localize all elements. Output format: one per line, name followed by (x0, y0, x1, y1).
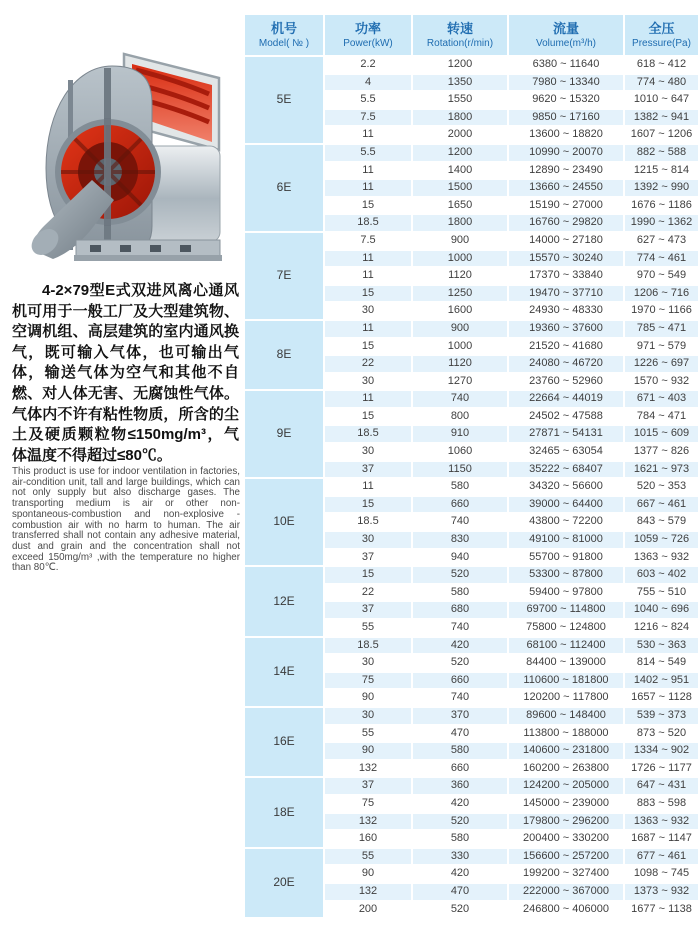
pressure-cell: 618 ~ 412 (625, 57, 698, 73)
rotation-cell: 420 (413, 796, 507, 812)
model-cell: 9E (245, 391, 323, 477)
centrifugal-fan-illustration (26, 50, 226, 265)
rotation-cell: 740 (413, 620, 507, 636)
model-cell: 10E (245, 479, 323, 565)
table-row (245, 391, 698, 407)
pressure-cell: 1215 ~ 814 (625, 163, 698, 179)
pressure-cell: 1570 ~ 932 (625, 374, 698, 390)
volume-cell: 199200 ~ 327400 (509, 866, 623, 882)
header-cell-model (245, 15, 323, 55)
volume-cell: 15190 ~ 27000 (509, 198, 623, 214)
header-pressure-cn: 全压 (648, 21, 675, 36)
power-cell: 55 (325, 620, 411, 636)
volume-cell: 13660 ~ 24550 (509, 180, 623, 196)
pressure-cell: 1621 ~ 973 (625, 462, 698, 478)
rotation-cell: 1600 (413, 303, 507, 319)
pressure-cell: 677 ~ 461 (625, 849, 698, 865)
volume-cell: 110600 ~ 181800 (509, 673, 623, 689)
table-row (245, 708, 698, 724)
table-header-row (245, 15, 698, 55)
power-cell: 7.5 (325, 233, 411, 249)
volume-cell: 160200 ~ 263800 (509, 761, 623, 777)
rotation-cell: 1250 (413, 286, 507, 302)
pressure-cell: 1677 ~ 1138 (625, 902, 698, 918)
volume-cell: 84400 ~ 139000 (509, 655, 623, 671)
volume-cell: 7980 ~ 13340 (509, 75, 623, 91)
pressure-cell: 755 ~ 510 (625, 585, 698, 601)
pressure-cell: 1363 ~ 932 (625, 550, 698, 566)
pressure-cell: 882 ~ 588 (625, 145, 698, 161)
table-row (245, 849, 698, 865)
pressure-cell: 530 ~ 363 (625, 638, 698, 654)
pressure-cell: 1363 ~ 932 (625, 814, 698, 830)
volume-cell: 53300 ~ 87800 (509, 567, 623, 583)
description-chinese: 4-2×79型E式双进风离心通风机可用于一般工厂及大型建筑物、空调机组、高层建筑的室内通风换气，既可输入气体，也可输出气体，输送气体为空气和其他不自燃、对人体无害、无腐蚀性气体。气体内不许有粘性物质，所含的尘土及硬质颗粒物≤150mg/m³，气体温度不得超过≤80℃。 (12, 282, 239, 464)
rotation-cell: 420 (413, 638, 507, 654)
rotation-cell: 1060 (413, 444, 507, 460)
power-cell: 132 (325, 761, 411, 777)
volume-cell: 34320 ~ 56600 (509, 479, 623, 495)
rotation-cell: 910 (413, 426, 507, 442)
power-cell: 37 (325, 778, 411, 794)
rotation-cell: 740 (413, 514, 507, 530)
pressure-cell: 1607 ~ 1206 (625, 127, 698, 143)
model-cell: 5E (245, 57, 323, 143)
power-cell: 11 (325, 163, 411, 179)
table-row (245, 321, 698, 337)
model-cell: 8E (245, 321, 323, 389)
rotation-cell: 520 (413, 814, 507, 830)
power-cell: 15 (325, 567, 411, 583)
power-cell: 11 (325, 127, 411, 143)
pressure-cell: 1382 ~ 941 (625, 110, 698, 126)
pressure-cell: 774 ~ 461 (625, 251, 698, 267)
volume-cell: 21520 ~ 41680 (509, 339, 623, 355)
pressure-cell: 784 ~ 471 (625, 409, 698, 425)
header-model-en: Model( № ) (258, 38, 310, 49)
power-cell: 18.5 (325, 514, 411, 530)
rotation-cell: 520 (413, 567, 507, 583)
volume-cell: 24930 ~ 48330 (509, 303, 623, 319)
power-cell: 11 (325, 391, 411, 407)
rotation-cell: 830 (413, 532, 507, 548)
volume-cell: 55700 ~ 91800 (509, 550, 623, 566)
pressure-cell: 1216 ~ 824 (625, 620, 698, 636)
power-cell: 11 (325, 479, 411, 495)
pressure-cell: 1373 ~ 932 (625, 884, 698, 900)
power-cell: 90 (325, 690, 411, 706)
pressure-cell: 774 ~ 480 (625, 75, 698, 91)
table-row (245, 479, 698, 495)
pressure-cell: 970 ~ 549 (625, 268, 698, 284)
volume-cell: 140600 ~ 231800 (509, 743, 623, 759)
rotation-cell: 520 (413, 902, 507, 918)
pressure-cell: 1990 ~ 1362 (625, 215, 698, 231)
rotation-cell: 470 (413, 884, 507, 900)
power-cell: 30 (325, 532, 411, 548)
rotation-cell: 1800 (413, 110, 507, 126)
volume-cell: 200400 ~ 330200 (509, 831, 623, 847)
power-cell: 22 (325, 585, 411, 601)
spec-table (243, 13, 700, 919)
volume-cell: 17370 ~ 33840 (509, 268, 623, 284)
pressure-cell: 1676 ~ 1186 (625, 198, 698, 214)
volume-cell: 145000 ~ 239000 (509, 796, 623, 812)
rotation-cell: 1200 (413, 57, 507, 73)
model-cell: 7E (245, 233, 323, 319)
rotation-cell: 1000 (413, 339, 507, 355)
rotation-cell: 1270 (413, 374, 507, 390)
power-cell: 132 (325, 884, 411, 900)
pressure-cell: 1334 ~ 902 (625, 743, 698, 759)
power-cell: 18.5 (325, 638, 411, 654)
pressure-cell: 1059 ~ 726 (625, 532, 698, 548)
power-cell: 30 (325, 655, 411, 671)
rotation-cell: 660 (413, 673, 507, 689)
table-row (245, 57, 698, 73)
volume-cell: 89600 ~ 148400 (509, 708, 623, 724)
pressure-cell: 1687 ~ 1147 (625, 831, 698, 847)
rotation-cell: 680 (413, 602, 507, 618)
power-cell: 11 (325, 268, 411, 284)
rotation-cell: 580 (413, 743, 507, 759)
power-cell: 15 (325, 339, 411, 355)
power-cell: 37 (325, 462, 411, 478)
rotation-cell: 580 (413, 585, 507, 601)
power-cell: 200 (325, 902, 411, 918)
pressure-cell: 603 ~ 402 (625, 567, 698, 583)
description-english: This product is use for indoor ventilation in factories, air-condition unit, tall and large buildings, which can not only supply but also discharge gases. The transporting medium is air or other non-spontaneous-combustion and non-explosive - combustion air with no harm to human. The air transferred shall not contain any adhesive material, dust and grain and the concentration shall not exceed 150mg/m³ ,with the temperature no higher than 80℃. (12, 466, 240, 574)
header-power-en: Power(kW) (343, 38, 393, 49)
power-cell: 11 (325, 321, 411, 337)
pressure-cell: 873 ~ 520 (625, 726, 698, 742)
table-row (245, 778, 698, 794)
rotation-cell: 740 (413, 690, 507, 706)
power-cell: 90 (325, 866, 411, 882)
header-cell-pressure (625, 15, 698, 55)
pressure-cell: 520 ~ 353 (625, 479, 698, 495)
rotation-cell: 800 (413, 409, 507, 425)
rotation-cell: 660 (413, 761, 507, 777)
rotation-cell: 330 (413, 849, 507, 865)
volume-cell: 246800 ~ 406000 (509, 902, 623, 918)
power-cell: 11 (325, 251, 411, 267)
model-cell: 14E (245, 638, 323, 706)
volume-cell: 49100 ~ 81000 (509, 532, 623, 548)
pressure-cell: 667 ~ 461 (625, 497, 698, 513)
rotation-cell: 1350 (413, 75, 507, 91)
rotation-cell: 1200 (413, 145, 507, 161)
volume-cell: 69700 ~ 114800 (509, 602, 623, 618)
power-cell: 30 (325, 708, 411, 724)
volume-cell: 222000 ~ 367000 (509, 884, 623, 900)
volume-cell: 124200 ~ 205000 (509, 778, 623, 794)
header-volume-cn: 流量 (552, 21, 579, 36)
pressure-cell: 1970 ~ 1166 (625, 303, 698, 319)
power-cell: 2.2 (325, 57, 411, 73)
pressure-cell: 971 ~ 579 (625, 339, 698, 355)
model-cell: 12E (245, 567, 323, 635)
power-cell: 90 (325, 743, 411, 759)
volume-cell: 39000 ~ 64400 (509, 497, 623, 513)
power-cell: 30 (325, 374, 411, 390)
volume-cell: 75800 ~ 124800 (509, 620, 623, 636)
pressure-cell: 814 ~ 549 (625, 655, 698, 671)
power-cell: 15 (325, 198, 411, 214)
pressure-cell: 647 ~ 431 (625, 778, 698, 794)
rotation-cell: 360 (413, 778, 507, 794)
pressure-cell: 1015 ~ 609 (625, 426, 698, 442)
pressure-cell: 539 ~ 373 (625, 708, 698, 724)
rotation-cell: 2000 (413, 127, 507, 143)
pressure-cell: 1098 ~ 745 (625, 866, 698, 882)
header-cell-power (325, 15, 411, 55)
pressure-cell: 1392 ~ 990 (625, 180, 698, 196)
power-cell: 15 (325, 286, 411, 302)
header-rotation-en: Rotation(r/min) (426, 38, 494, 49)
pressure-cell: 1040 ~ 696 (625, 602, 698, 618)
pressure-cell: 1402 ~ 951 (625, 673, 698, 689)
power-cell: 15 (325, 497, 411, 513)
model-cell: 16E (245, 708, 323, 776)
pressure-cell: 1726 ~ 1177 (625, 761, 698, 777)
pressure-cell: 883 ~ 598 (625, 796, 698, 812)
rotation-cell: 420 (413, 866, 507, 882)
rotation-cell: 1150 (413, 462, 507, 478)
power-cell: 160 (325, 831, 411, 847)
power-cell: 15 (325, 409, 411, 425)
power-cell: 75 (325, 673, 411, 689)
rotation-cell: 900 (413, 321, 507, 337)
volume-cell: 113800 ~ 188000 (509, 726, 623, 742)
volume-cell: 59400 ~ 97800 (509, 585, 623, 601)
pressure-cell: 1657 ~ 1128 (625, 690, 698, 706)
volume-cell: 22664 ~ 44019 (509, 391, 623, 407)
pressure-cell: 1377 ~ 826 (625, 444, 698, 460)
power-cell: 132 (325, 814, 411, 830)
rotation-cell: 1000 (413, 251, 507, 267)
power-cell: 30 (325, 303, 411, 319)
rotation-cell: 1500 (413, 180, 507, 196)
volume-cell: 43800 ~ 72200 (509, 514, 623, 530)
power-cell: 55 (325, 849, 411, 865)
rotation-cell: 520 (413, 655, 507, 671)
header-rotation-cn: 转速 (446, 21, 473, 36)
volume-cell: 35222 ~ 68407 (509, 462, 623, 478)
header-cell-volume (509, 15, 623, 55)
volume-cell: 19470 ~ 37710 (509, 286, 623, 302)
table-row (245, 638, 698, 654)
rotation-cell: 370 (413, 708, 507, 724)
volume-cell: 9620 ~ 15320 (509, 92, 623, 108)
power-cell: 11 (325, 180, 411, 196)
power-cell: 5.5 (325, 145, 411, 161)
pressure-cell: 1206 ~ 716 (625, 286, 698, 302)
rotation-cell: 1550 (413, 92, 507, 108)
pressure-cell: 1010 ~ 647 (625, 92, 698, 108)
volume-cell: 13600 ~ 18820 (509, 127, 623, 143)
power-cell: 37 (325, 550, 411, 566)
volume-cell: 12890 ~ 23490 (509, 163, 623, 179)
power-cell: 7.5 (325, 110, 411, 126)
header-pressure-en: Pressure(Pa) (632, 38, 691, 49)
volume-cell: 6380 ~ 11640 (509, 57, 623, 73)
header-volume-en: Volume(m³/h) (535, 38, 596, 49)
rotation-cell: 580 (413, 831, 507, 847)
base-frame (74, 240, 222, 261)
power-cell: 5.5 (325, 92, 411, 108)
rotation-cell: 660 (413, 497, 507, 513)
rotation-cell: 1800 (413, 215, 507, 231)
volume-cell: 23760 ~ 52960 (509, 374, 623, 390)
power-cell: 30 (325, 444, 411, 460)
rotation-cell: 470 (413, 726, 507, 742)
model-cell: 20E (245, 849, 323, 917)
pressure-cell: 785 ~ 471 (625, 321, 698, 337)
rotation-cell: 1120 (413, 268, 507, 284)
rotation-cell: 900 (413, 233, 507, 249)
volume-cell: 32465 ~ 63054 (509, 444, 623, 460)
rotation-cell: 740 (413, 391, 507, 407)
power-cell: 37 (325, 602, 411, 618)
table-row (245, 567, 698, 583)
power-cell: 18.5 (325, 215, 411, 231)
volume-cell: 15570 ~ 30240 (509, 251, 623, 267)
power-cell: 18.5 (325, 426, 411, 442)
pressure-cell: 671 ~ 403 (625, 391, 698, 407)
volume-cell: 120200 ~ 117800 (509, 690, 623, 706)
volume-cell: 19360 ~ 37600 (509, 321, 623, 337)
volume-cell: 9850 ~ 17160 (509, 110, 623, 126)
power-cell: 55 (325, 726, 411, 742)
spec-table-body (245, 57, 698, 917)
product-photo (26, 50, 226, 265)
volume-cell: 14000 ~ 27180 (509, 233, 623, 249)
rotation-cell: 1400 (413, 163, 507, 179)
volume-cell: 27871 ~ 54131 (509, 426, 623, 442)
model-cell: 18E (245, 778, 323, 846)
volume-cell: 68100 ~ 112400 (509, 638, 623, 654)
rotation-cell: 1650 (413, 198, 507, 214)
model-cell: 6E (245, 145, 323, 231)
rotation-cell: 580 (413, 479, 507, 495)
power-cell: 4 (325, 75, 411, 91)
header-cell-rotation (413, 15, 507, 55)
table-row (245, 145, 698, 161)
header-power-cn: 功率 (354, 21, 381, 36)
volume-cell: 10990 ~ 20070 (509, 145, 623, 161)
volume-cell: 156600 ~ 257200 (509, 849, 623, 865)
volume-cell: 24502 ~ 47588 (509, 409, 623, 425)
pressure-cell: 627 ~ 473 (625, 233, 698, 249)
rotation-cell: 1120 (413, 356, 507, 372)
rotation-cell: 940 (413, 550, 507, 566)
pressure-cell: 843 ~ 579 (625, 514, 698, 530)
table-row (245, 233, 698, 249)
power-cell: 75 (325, 796, 411, 812)
power-cell: 22 (325, 356, 411, 372)
volume-cell: 16760 ~ 29820 (509, 215, 623, 231)
header-model-cn: 机号 (270, 21, 297, 36)
volume-cell: 24080 ~ 46720 (509, 356, 623, 372)
pressure-cell: 1226 ~ 697 (625, 356, 698, 372)
volume-cell: 179800 ~ 296200 (509, 814, 623, 830)
